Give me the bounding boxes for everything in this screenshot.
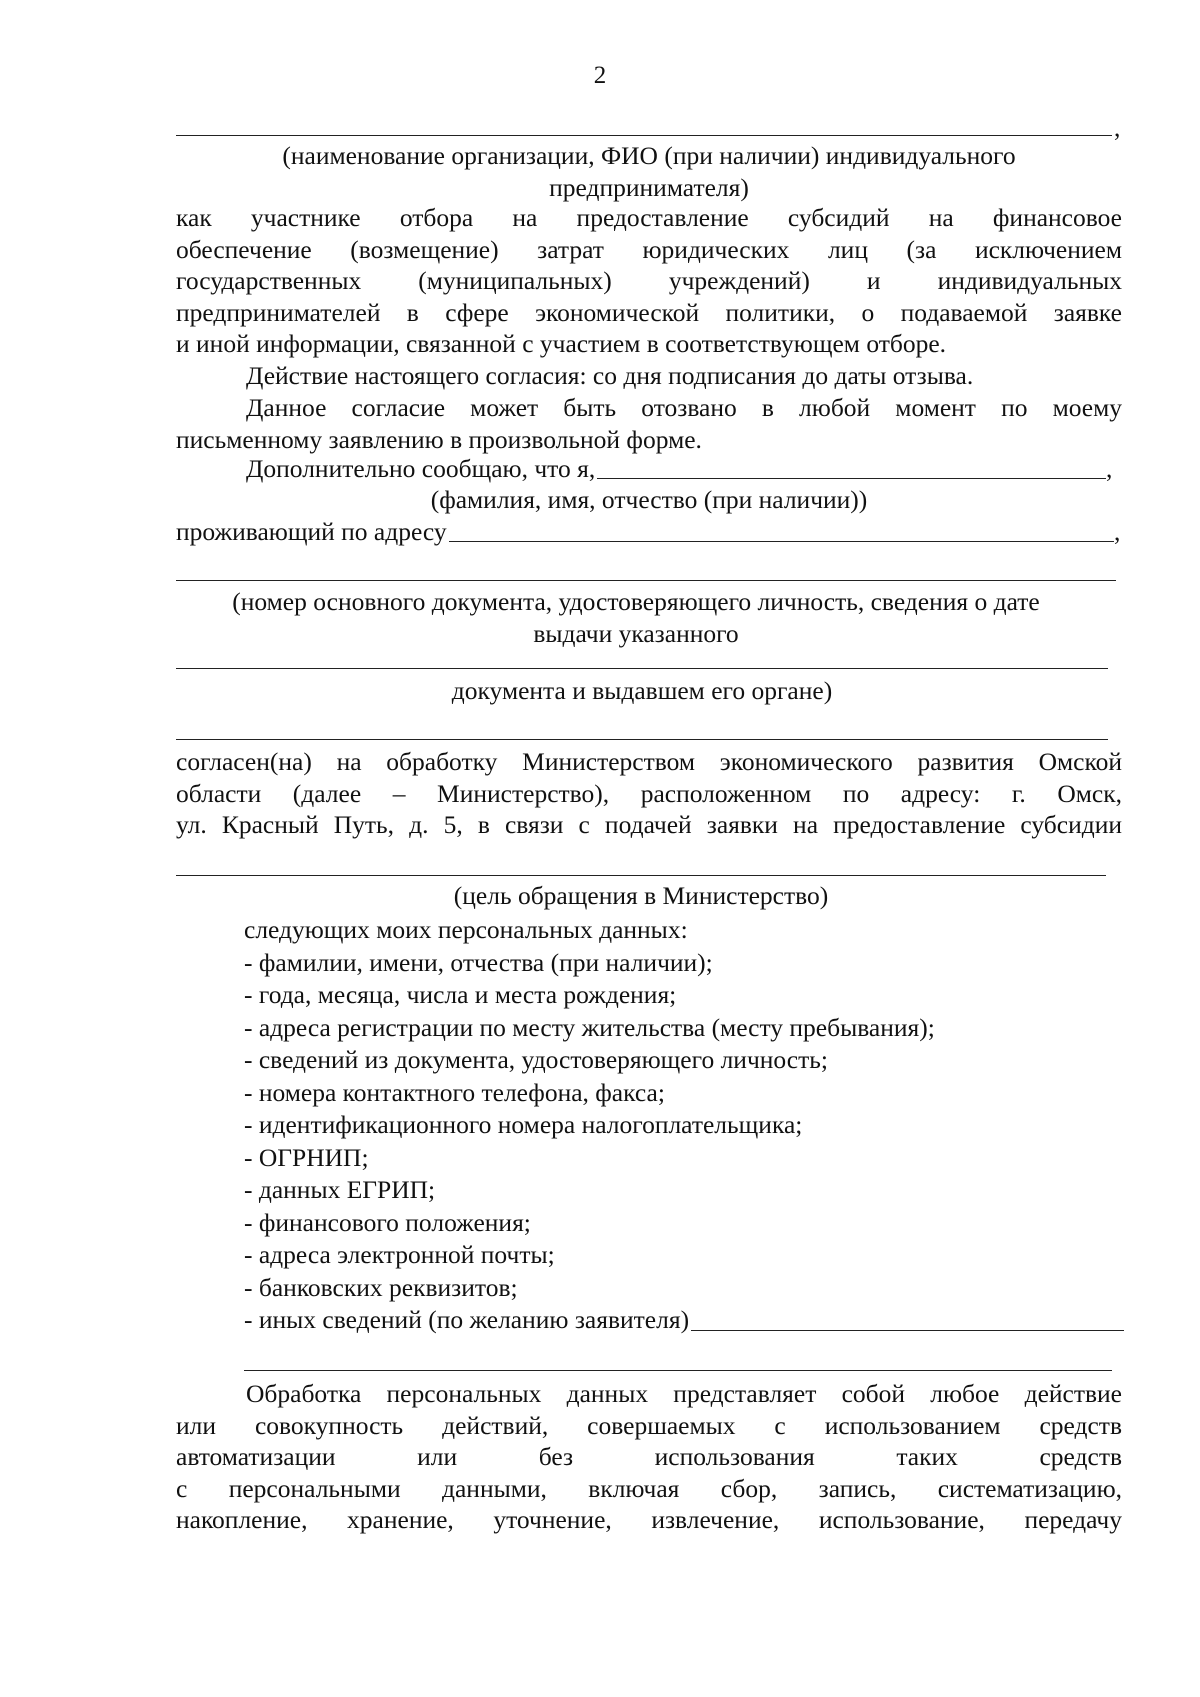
id-document-caption <box>176 586 1096 649</box>
text-line: Действие настоящего согласия: со дня подписания до даты отзыва. <box>246 361 974 390</box>
list-item: - фамилии, имени, отчества (при наличии); <box>244 947 713 977</box>
comma: , <box>1114 113 1121 142</box>
text-line: Данное согласие может быть отозвано в любой момент по моему <box>246 393 1122 422</box>
personal-data-list <box>244 914 1124 1337</box>
comma: , <box>1106 454 1113 483</box>
text-line: Обработка персональных данных представляет собой любое действие <box>246 1379 1122 1408</box>
text-line: государственных (муниципальных) учреждений) и индивидуальных <box>176 266 1122 295</box>
caption-line: (наименование организации, ФИО (при наличии) индивидуального <box>282 141 1016 170</box>
paragraph-participant <box>176 202 1122 360</box>
full-name-caption: (фамилия, имя, отчество (при наличии)) <box>430 485 868 514</box>
paragraph-consent <box>176 746 1122 841</box>
text-line: обеспечение (возмещение) затрат юридических лиц (за исключением <box>176 234 1122 264</box>
list-item: - номера контактного телефона, факса; <box>244 1077 665 1107</box>
list-item: - идентификационного номера налогоплательщика; <box>244 1110 803 1139</box>
list-item: - иных сведений (по желанию заявителя) <box>244 1305 690 1334</box>
list-item: - сведений из документа, удостоверяющего личность; <box>244 1045 828 1074</box>
other-info-blank-line-2[interactable] <box>244 1370 1112 1371</box>
organization-blank-line[interactable] <box>176 135 1112 136</box>
list-item: - ОГРНИП; <box>244 1142 369 1172</box>
paragraph-validity <box>176 360 1122 392</box>
text-line: согласен(на) на обработку Министерством экономического развития Омской <box>176 747 1122 776</box>
text-line: с персональными данными, включая сбор, запись, систематизацию, <box>176 1473 1122 1503</box>
caption-line: (номер основного документа, удостоверяющего личность, сведения о дате <box>232 587 1040 616</box>
comma: , <box>1114 517 1121 546</box>
address-continuation-line[interactable] <box>176 580 1116 581</box>
purpose-caption: (цель обращения в Министерство) <box>453 881 829 910</box>
text-line: предпринимателей в сфере экономической политики, о подаваемой заявке <box>176 297 1122 327</box>
page-number: 2 <box>593 62 607 89</box>
caption-line: предпринимателя) <box>549 172 749 202</box>
text-line: автоматизации или без использования таких средств <box>176 1442 1122 1471</box>
list-item: - данных ЕГРИП; <box>244 1175 436 1204</box>
id-document-caption-continued: документа и выдавшем его органе) <box>451 676 833 705</box>
list-item: - банковских реквизитов; <box>244 1272 518 1302</box>
list-item-other <box>244 1304 1124 1337</box>
list-item: - года, месяца, числа и места рождения; <box>244 980 677 1009</box>
organization-caption <box>176 140 1122 203</box>
address-label: проживающий по адресу <box>176 517 447 546</box>
text-line: накопление, хранение, уточнение, извлечение, использование, передачу <box>176 1505 1122 1534</box>
purpose-blank-line[interactable] <box>176 875 1106 876</box>
id-document-blank-line-2[interactable] <box>176 739 1108 740</box>
additional-info-line <box>246 453 1106 485</box>
text-line: Дополнительно сообщаю, что я, <box>246 454 596 483</box>
list-item: - финансового положения; <box>244 1207 531 1237</box>
text-line: письменному заявлению в произвольной форме. <box>176 424 702 454</box>
paragraph-processing-definition <box>176 1378 1122 1536</box>
id-document-blank-line[interactable] <box>176 668 1108 669</box>
list-item: - адреса электронной почты; <box>244 1240 555 1269</box>
text-line: как участнике отбора на предоставление субсидий на финансовое <box>176 203 1122 232</box>
text-line: или совокупность действий, совершаемых с использованием средств <box>176 1410 1122 1440</box>
caption-line: выдачи указанного <box>533 618 739 648</box>
text-line: области (далее – Министерство), расположенном по адресу: г. Омск, <box>176 778 1122 808</box>
address-blank-line[interactable] <box>449 541 1114 542</box>
paragraph-revocation <box>176 392 1122 455</box>
list-intro: следующих моих персональных данных: <box>244 915 688 944</box>
other-info-blank-line[interactable] <box>691 1330 1124 1331</box>
text-line: и иной информации, связанной с участием в соответствующем отборе. <box>176 329 947 358</box>
full-name-blank-line[interactable] <box>597 478 1106 479</box>
list-item: - адреса регистрации по месту жительства (месту пребывания); <box>244 1012 935 1042</box>
text-line: ул. Красный Путь, д. 5, в связи с подачей заявки на предоставление субсидии <box>176 810 1122 839</box>
address-line <box>176 516 1114 548</box>
